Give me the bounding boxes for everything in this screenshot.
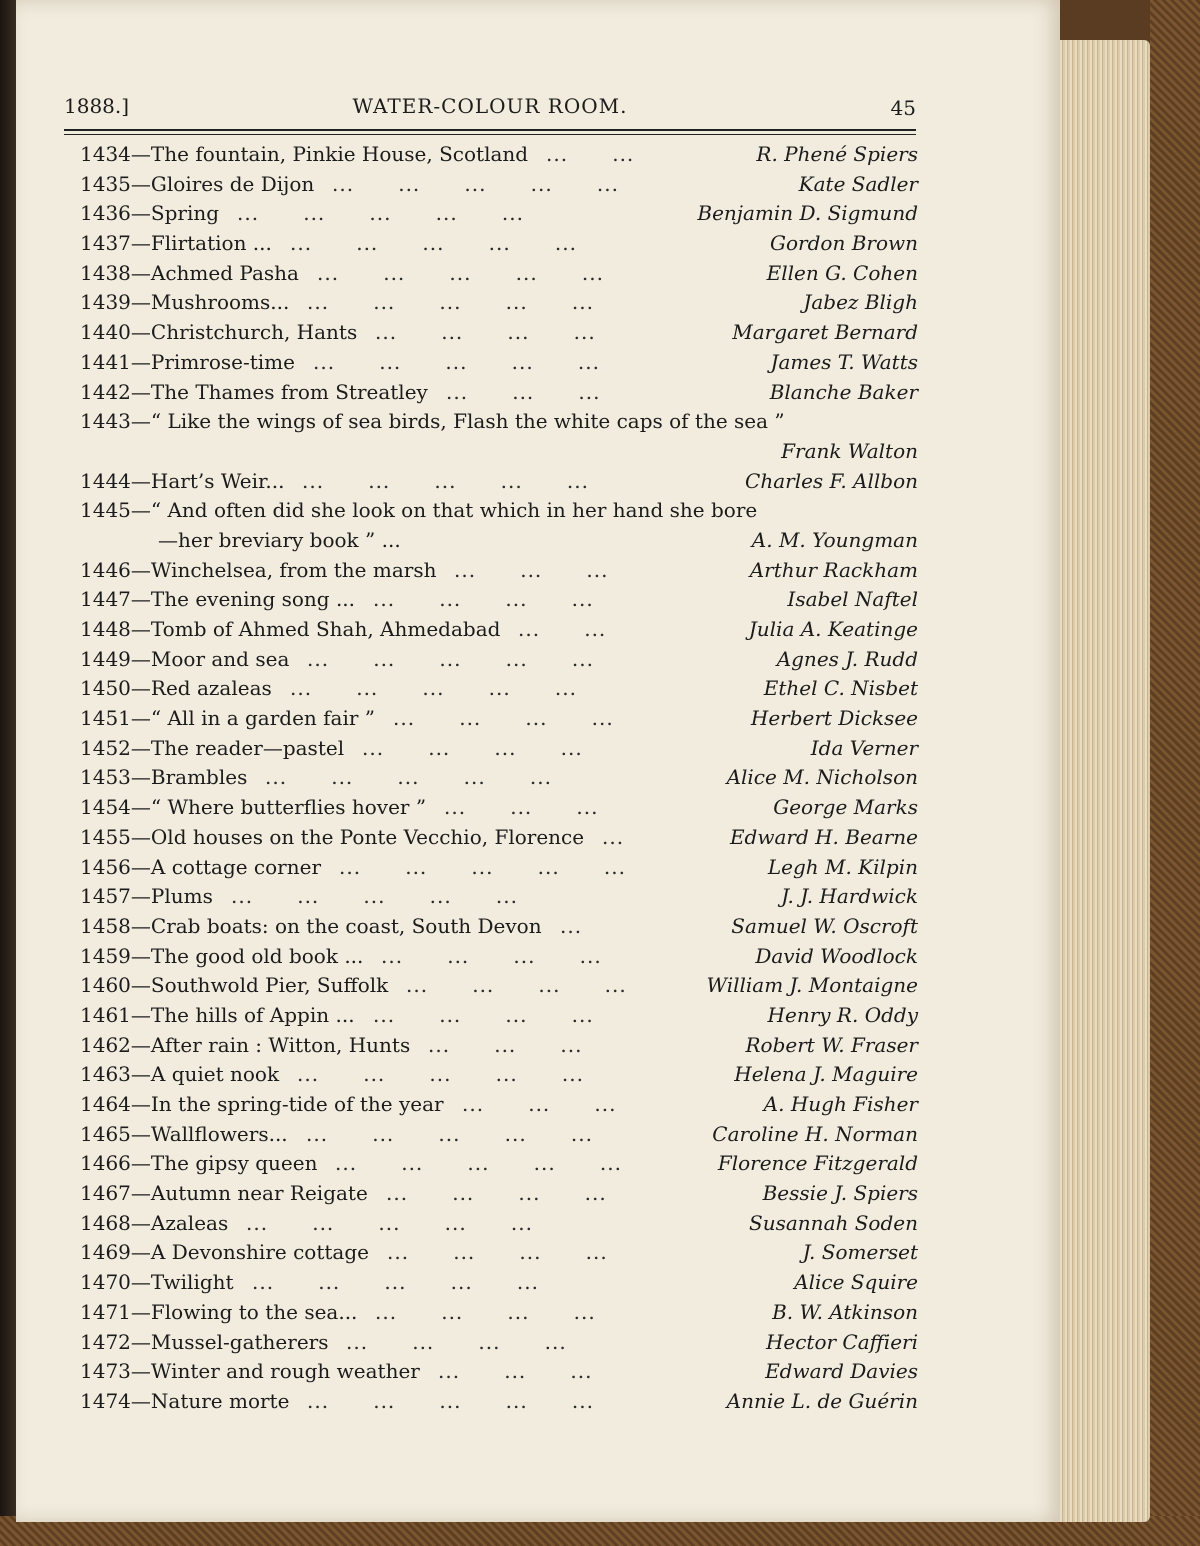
- catalogue-entry: [80, 1090, 918, 1120]
- leader-dots: ... ... ...: [438, 1359, 593, 1384]
- catalogue-entry: [80, 318, 918, 348]
- entry-artist: Isabel Naftel: [787, 587, 918, 612]
- entry-artist: R. Phené Spiers: [756, 142, 918, 166]
- catalogue-entry: [80, 1120, 918, 1150]
- leader-dots: ... ... ... ... ...: [302, 468, 589, 493]
- catalogue-entry: [80, 853, 918, 883]
- leader-dots: ... ... ... ... ...: [246, 1210, 533, 1235]
- header-year: 1888.]: [64, 94, 130, 118]
- entry-title: 1458—Crab boats: on the coast, South Devon: [80, 913, 542, 938]
- catalogue-entry: [80, 704, 918, 734]
- leader-dots: ... ... ... ... ...: [339, 854, 626, 879]
- leader-dots: ... ... ... ... ...: [297, 1062, 584, 1087]
- catalogue-entry: [80, 437, 918, 467]
- entry-title: 1470—Twilight: [80, 1270, 234, 1295]
- entry-artist: Blanche Baker: [769, 379, 918, 404]
- entry-artist: Ellen G. Cohen: [766, 260, 918, 285]
- entry-artist: Alice M. Nicholson: [726, 765, 918, 790]
- leader-dots: ... ... ...: [454, 557, 609, 582]
- entry-title: 1473—Winter and rough weather: [80, 1359, 420, 1384]
- entry-title: 1434—The fountain, Pinkie House, Scotland: [80, 142, 529, 166]
- entry-title: 1448—Tomb of Ahmed Shah, Ahmedabad: [80, 617, 501, 641]
- entry-artist: Agnes J. Rudd: [776, 646, 918, 671]
- catalogue-entry: [80, 1387, 918, 1417]
- catalogue-entry: [80, 971, 918, 1001]
- catalogue-entry: [80, 170, 918, 200]
- book-spine-shadow: [0, 0, 16, 1546]
- catalogue-entry: [80, 734, 918, 764]
- entry-artist: Frank Walton: [781, 438, 918, 463]
- entry-title: 1457—Plums: [80, 884, 213, 909]
- entry-artist: David Woodlock: [755, 943, 918, 968]
- entry-artist: Helena J. Maguire: [734, 1062, 918, 1087]
- catalogue-entry: [80, 556, 918, 586]
- catalogue-entry: [80, 823, 918, 853]
- catalogue-entry: [80, 882, 918, 912]
- catalogue-entry: [80, 467, 918, 497]
- entry-title: 1436—Spring: [80, 201, 220, 226]
- entry-artist: A. M. Youngman: [751, 527, 918, 552]
- entry-artist: Charles F. Allbon: [745, 468, 918, 493]
- leader-dots: ... ... ... ...: [381, 943, 602, 968]
- entry-artist: Bessie J. Spiers: [762, 1181, 918, 1206]
- leader-dots: ... ... ... ... ...: [335, 1151, 622, 1176]
- catalogue-entry: [80, 288, 918, 318]
- header-rule: [64, 129, 916, 131]
- leader-dots: ... ... ... ...: [375, 1299, 596, 1324]
- entry-artist: Benjamin D. Sigmund: [697, 201, 918, 226]
- entry-title: 1463—A quiet nook: [80, 1062, 280, 1087]
- leader-dots: ...: [560, 913, 583, 938]
- leader-dots: ... ... ... ...: [375, 320, 596, 345]
- leader-dots: ... ... ... ... ...: [265, 765, 552, 790]
- catalogue-entry: [80, 140, 918, 170]
- catalogue-entry: [80, 496, 918, 526]
- catalogue-entry: [80, 259, 918, 289]
- entry-artist: George Marks: [773, 795, 918, 820]
- entry-artist: Annie L. de Guérin: [726, 1388, 918, 1413]
- entry-title: 1445—“ And often did she look on that which in her hand she bore: [80, 498, 758, 523]
- entry-artist: Susannah Soden: [749, 1210, 918, 1235]
- catalogue-entry: [80, 1357, 918, 1387]
- catalogue-entry: [80, 793, 918, 823]
- leader-dots: ... ... ...: [428, 1032, 583, 1057]
- catalogue-entry: [80, 674, 918, 704]
- entry-artist: Florence Fitzgerald: [717, 1151, 918, 1176]
- entry-artist: Ida Verner: [810, 735, 918, 760]
- entry-artist: Margaret Bernard: [732, 320, 918, 345]
- leader-dots: ... ... ... ... ...: [313, 349, 600, 374]
- entry-title: 1454—“ Where butterflies hover ”: [80, 795, 427, 820]
- catalogue-entry: [80, 1209, 918, 1239]
- page-number: 45: [890, 96, 916, 120]
- leader-dots: ... ... ... ... ...: [307, 646, 594, 671]
- entry-title: 1439—Mushrooms...: [80, 290, 290, 315]
- catalogue-entry: [80, 407, 918, 437]
- entry-title: 1440—Christchurch, Hants: [80, 320, 358, 345]
- entry-title: 1466—The gipsy queen: [80, 1151, 318, 1176]
- leader-dots: ... ... ... ... ...: [306, 1121, 593, 1146]
- entry-artist: Samuel W. Oscroft: [731, 913, 918, 938]
- entry-title: 1437—Flirtation ...: [80, 231, 272, 256]
- leader-dots: ... ... ... ... ...: [290, 676, 577, 701]
- book-cover-cloth: [1150, 0, 1200, 1546]
- leader-dots: ... ... ... ...: [362, 735, 583, 760]
- leader-dots: ... ... ... ... ...: [237, 201, 524, 226]
- catalogue-entry: [80, 912, 918, 942]
- catalogue-entry: [80, 645, 918, 675]
- leader-dots: ... ... ... ... ...: [252, 1270, 539, 1295]
- leader-dots: ... ... ... ...: [373, 587, 594, 612]
- entry-title: 1455—Old houses on the Ponte Vecchio, Florence: [80, 824, 585, 849]
- entry-artist: Arthur Rackham: [749, 557, 918, 582]
- leader-dots: ... ... ... ...: [386, 1181, 607, 1206]
- entry-title: 1460—Southwold Pier, Suffolk: [80, 973, 389, 998]
- catalogue-entry: [80, 229, 918, 259]
- entry-title: 1453—Brambles: [80, 765, 248, 790]
- entry-title: 1465—Wallflowers...: [80, 1121, 288, 1146]
- catalogue-entry: [80, 763, 918, 793]
- leader-dots: ... ... ... ... ...: [307, 290, 594, 315]
- entry-artist: J. J. Hardwick: [781, 884, 918, 909]
- entry-title: 1443—“ Like the wings of sea birds, Flash the white caps of the sea ”: [80, 409, 785, 434]
- entry-title: 1444—Hart’s Weir...: [80, 468, 285, 493]
- entry-artist: Ethel C. Nisbet: [763, 676, 918, 701]
- leader-dots: ... ... ... ...: [373, 1002, 594, 1027]
- leader-dots: ... ... ... ...: [393, 706, 614, 731]
- entry-artist: William J. Montaigne: [706, 973, 918, 998]
- entry-artist: Julia A. Keatinge: [748, 617, 918, 641]
- entry-title: 1462—After rain : Witton, Hunts: [80, 1032, 411, 1057]
- entry-title: 1451—“ All in a garden fair ”: [80, 706, 376, 731]
- entry-title: 1467—Autumn near Reigate: [80, 1181, 368, 1206]
- entry-artist: Jabez Bligh: [803, 290, 918, 315]
- entry-title: 1459—The good old book ...: [80, 943, 364, 968]
- running-header: [64, 94, 916, 128]
- catalogue-entry: [80, 585, 918, 615]
- leader-dots: ... ... ...: [444, 795, 599, 820]
- entry-title: 1456—A cottage corner: [80, 854, 322, 879]
- leader-dots: ... ... ... ... ...: [290, 231, 577, 256]
- entry-title: —her breviary book ” ...: [158, 527, 401, 552]
- entry-artist: James T. Watts: [770, 349, 918, 374]
- leader-dots: ... ...: [518, 617, 607, 641]
- catalogue-entry: [80, 1298, 918, 1328]
- entry-title: 1452—The reader—pastel: [80, 735, 345, 760]
- entry-title: 1468—Azaleas: [80, 1210, 229, 1235]
- header-rule-thin: [64, 134, 916, 135]
- entry-artist: Alice Squire: [794, 1270, 918, 1295]
- entry-title: 1469—A Devonshire cottage: [80, 1240, 369, 1265]
- header-section-title: WATER-COLOUR ROOM.: [352, 94, 628, 118]
- catalogue-entry: [80, 1179, 918, 1209]
- leader-dots: ... ... ... ... ...: [317, 260, 604, 285]
- catalogue-entry: [80, 1149, 918, 1179]
- entry-artist: Caroline H. Norman: [712, 1121, 918, 1146]
- entry-artist: B. W. Atkinson: [772, 1299, 918, 1324]
- catalogue-entry: [80, 1238, 918, 1268]
- entry-title: 1464—In the spring-tide of the year: [80, 1092, 444, 1116]
- catalogue-entry: [80, 1001, 918, 1031]
- entry-artist: Herbert Dicksee: [750, 706, 918, 731]
- leader-dots: ... ... ... ...: [387, 1240, 608, 1265]
- entry-title: 1435—Gloires de Dijon: [80, 171, 315, 196]
- entry-title: 1447—The evening song ...: [80, 587, 356, 612]
- entry-artist: Edward H. Bearne: [729, 824, 918, 849]
- leader-dots: ... ... ...: [446, 379, 601, 404]
- entry-artist: Hector Caffieri: [765, 1329, 918, 1354]
- entry-artist: A. Hugh Fisher: [763, 1092, 918, 1116]
- catalogue-entry: [80, 615, 918, 645]
- entry-title: 1472—Mussel-gatherers: [80, 1329, 329, 1354]
- entry-title: 1461—The hills of Appin ...: [80, 1002, 355, 1027]
- entry-title: 1441—Primrose-time: [80, 349, 295, 374]
- entry-title: 1474—Nature morte: [80, 1388, 290, 1413]
- leader-dots: ... ...: [546, 142, 635, 166]
- leader-dots: ... ... ... ... ...: [307, 1388, 594, 1413]
- entry-artist: J. Somerset: [802, 1240, 918, 1265]
- catalogue-entry: [80, 378, 918, 408]
- leader-dots: ... ... ... ... ...: [231, 884, 518, 909]
- entry-title: 1442—The Thames from Streatley: [80, 379, 428, 404]
- leader-dots: ... ... ... ...: [346, 1329, 567, 1354]
- entry-title: 1446—Winchelsea, from the marsh: [80, 557, 437, 582]
- entry-title: 1450—Red azaleas: [80, 676, 272, 701]
- entry-title: 1471—Flowing to the sea...: [80, 1299, 358, 1324]
- catalogue-entry: [80, 199, 918, 229]
- entry-artist: Edward Davies: [765, 1359, 918, 1384]
- entry-artist: Henry R. Oddy: [767, 1002, 918, 1027]
- entry-artist: Legh M. Kilpin: [767, 854, 918, 879]
- entry-title: 1438—Achmed Pasha: [80, 260, 299, 285]
- catalogue-entry: [80, 1328, 918, 1358]
- entry-artist: Gordon Brown: [770, 231, 918, 256]
- entry-artist: Robert W. Fraser: [745, 1032, 918, 1057]
- catalogue-entry: [80, 526, 918, 556]
- leader-dots: ... ... ... ... ...: [332, 171, 619, 196]
- catalogue-list: [80, 140, 918, 1417]
- leader-dots: ... ... ... ...: [406, 973, 627, 998]
- catalogue-entry: [80, 942, 918, 972]
- catalogue-entry: [80, 1268, 918, 1298]
- entry-artist: Kate Sadler: [798, 171, 918, 196]
- catalogue-entry: [80, 348, 918, 378]
- leader-dots: ...: [602, 824, 625, 849]
- entry-title: 1449—Moor and sea: [80, 646, 290, 671]
- leader-dots: ... ... ...: [462, 1092, 617, 1116]
- catalogue-entry: [80, 1060, 918, 1090]
- catalogue-entry: [80, 1031, 918, 1061]
